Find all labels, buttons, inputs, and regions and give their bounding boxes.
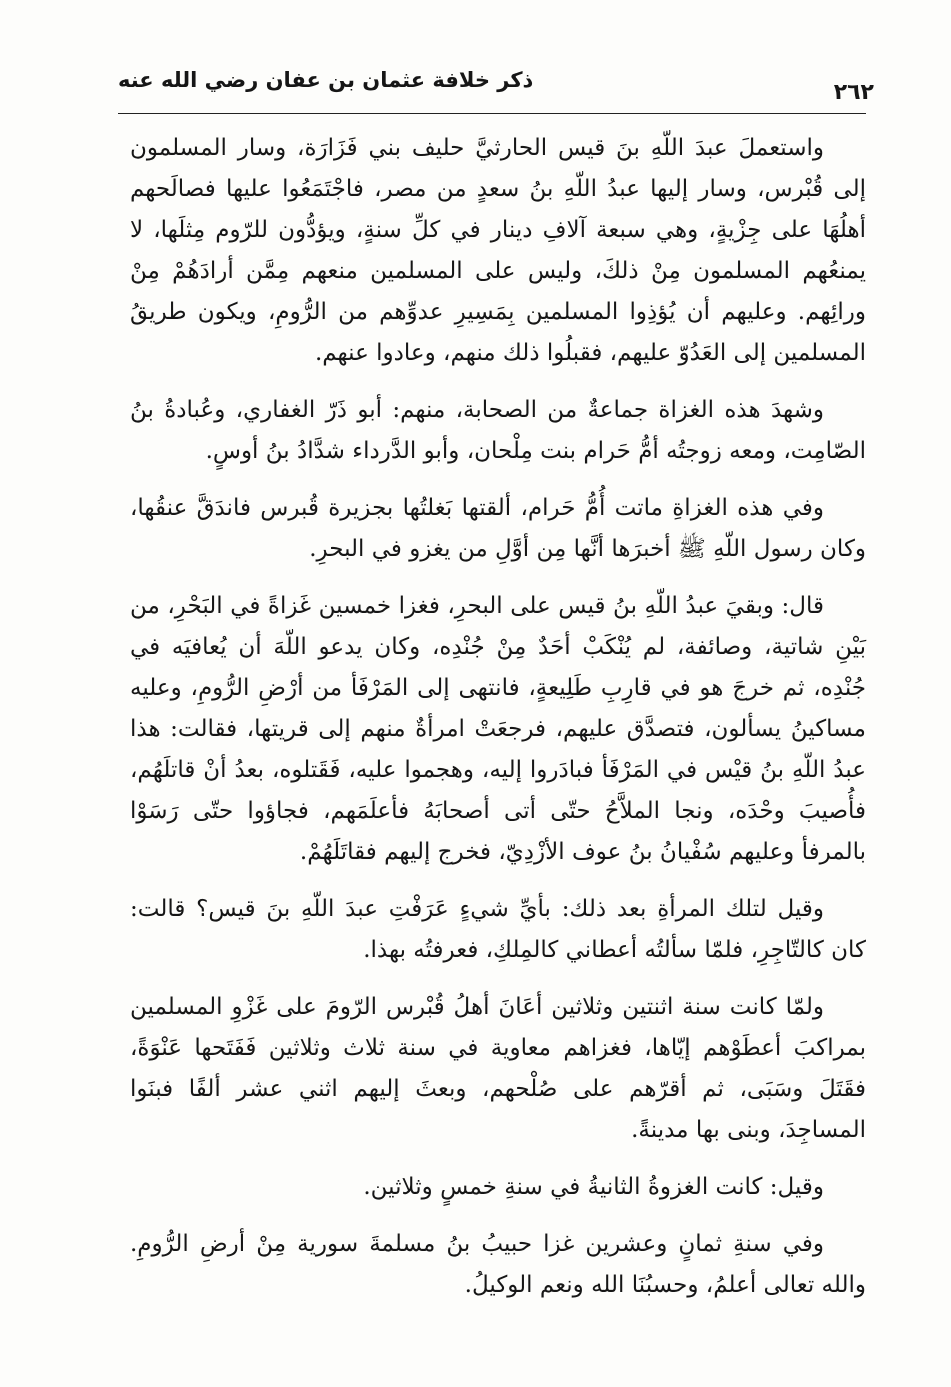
paragraph: وفي هذه الغزاةِ ماتت أُمُّ حَرام، ألقتها بَغلتُها بجزيرة قُبرس فاندَقَّ عنقُها، وكان رسول اللّهِ ﷺ أخبرَها أنَّها مِن أوَّلِ من يغزو في البحرِ.	[130, 495, 866, 562]
paragraph: وقيل: كانت الغزوةُ الثانيةُ في سنةِ خمسٍ وثلاثين.	[363, 1174, 824, 1200]
paragraph: ولمّا كانت سنة اثنتين وثلاثين أعَانَ أهلُ قُبْرس الرّومَ على غَزْوِ المسلمين بمراكبَ أعطَوْهم إيّاها، فغزاهم معاوية في سنة ثلاث وثلاثين فَفَتَحها عَنْوَةً، فقَتَلَ وسَبَى، ثم أقرّهم على صُلْحهم، وبعثَ إليهم اثني عشر ألفًا فبنَوا المساجِدَ، وبنى بها مدينةً.	[130, 994, 866, 1143]
main-text	[130, 128, 866, 1338]
running-header	[118, 66, 874, 106]
paragraph: وشهدَ هذه الغزاة جماعةٌ من الصحابة، منهم: أبو ذَرّ الغفاري، وعُبادةُ بنُ الصّامِت، ومعه زوجتُه أمُّ حَرام بنت مِلْحان، وأبو الدَّرداء شدَّادُ بنُ أوسٍ.	[130, 397, 866, 464]
paragraph: وفي سنةِ ثمانٍ وعشرين غزا حبيبُ بنُ مسلمةَ سورية مِنْ أرضِ الرُّومِ. والله تعالى أعلمُ، وحسبُنَا الله ونعم الوكيلُ.	[130, 1231, 866, 1298]
paragraph: قال: وبقيَ عبدُ اللّهِ بنُ قيس على البحرِ، فغزا خمسين غَزاةً في البَحْرِ، من بَيْنِ شاتية، وصائفة، لم يُنْكَبْ أحَدٌ مِنْ جُنْدِه، وكان يدعو اللّهَ أن يُعافيَه في جُنْدِه، ثم خرجَ هو في قارِبِ طَلِيعةٍ، فانتهى إلى المَرْفَأ من أرْضِ الرُّومِ، وعليه مساكينُ يسألون، فتصدَّق عليهم، فرجعَتْ امرأةٌ منهم إلى قريتها، فقالت: هذا عبدُ اللّهِ بنُ قيْس في المَرْفَأ فبادَروا إليه، وهجموا عليه، فَقَتلوه، بعدُ أنْ قاتلَهُم، فأُصيبَ وحْدَه، ونجا الملاَّحُ حتّى أتى أصحابَهُ فأعلَمَهم، فجاؤوا حتّى رَسَوْا بالمرفأ وعليهم سُفْيانُ بنُ عوف الأزْدِيّ، فخرج إليهم فقاتَلَهُمْ.	[130, 593, 866, 865]
paragraph: واستعملَ عبدَ اللّهِ بنَ قيس الحارثيَّ حليف بني فَزَارَة، وسار المسلمون إلى قُبْرس، وسار إليها عبدُ اللّهِ بنُ سعدٍ من مصر، فاجْتَمَعُوا عليها فصالَحهم أهلُهَا على جِزْيةٍ، وهي سبعة آلافِ دينار في كلِّ سنةٍ، ويؤدُّون للرّوم مِثلَها، لا يمنعُهم المسلمون مِنْ ذلكَ، وليس على المسلمين منعهم مِمَّن أرادَهُمْ مِنْ ورائِهم. وعليهم أن يُؤذِوا المسلمين بِمَسِيرِ عدوِّهم من الرُّومِ، ويكون طريقُ المسلمين إلى العَدُوّ عليهم، فقبلُوا ذلك منهم، وعادوا عنهم.	[130, 135, 866, 366]
header-divider	[118, 113, 866, 114]
paragraph: وقيل لتلك المرأةِ بعد ذلك: بأيِّ شيءٍ عَرَفْتِ عبدَ اللّهِ بنَ قيس؟ قالت: كان كالتّاجِرِ، فلمّا سألتُه أعطاني كالمِلكِ، فعرفتُه بهذا.	[130, 896, 866, 963]
page-number: ٢٦٢	[833, 80, 874, 105]
running-title: ذكر خلافة عثمان بن عفان رضي الله عنه	[118, 68, 534, 92]
